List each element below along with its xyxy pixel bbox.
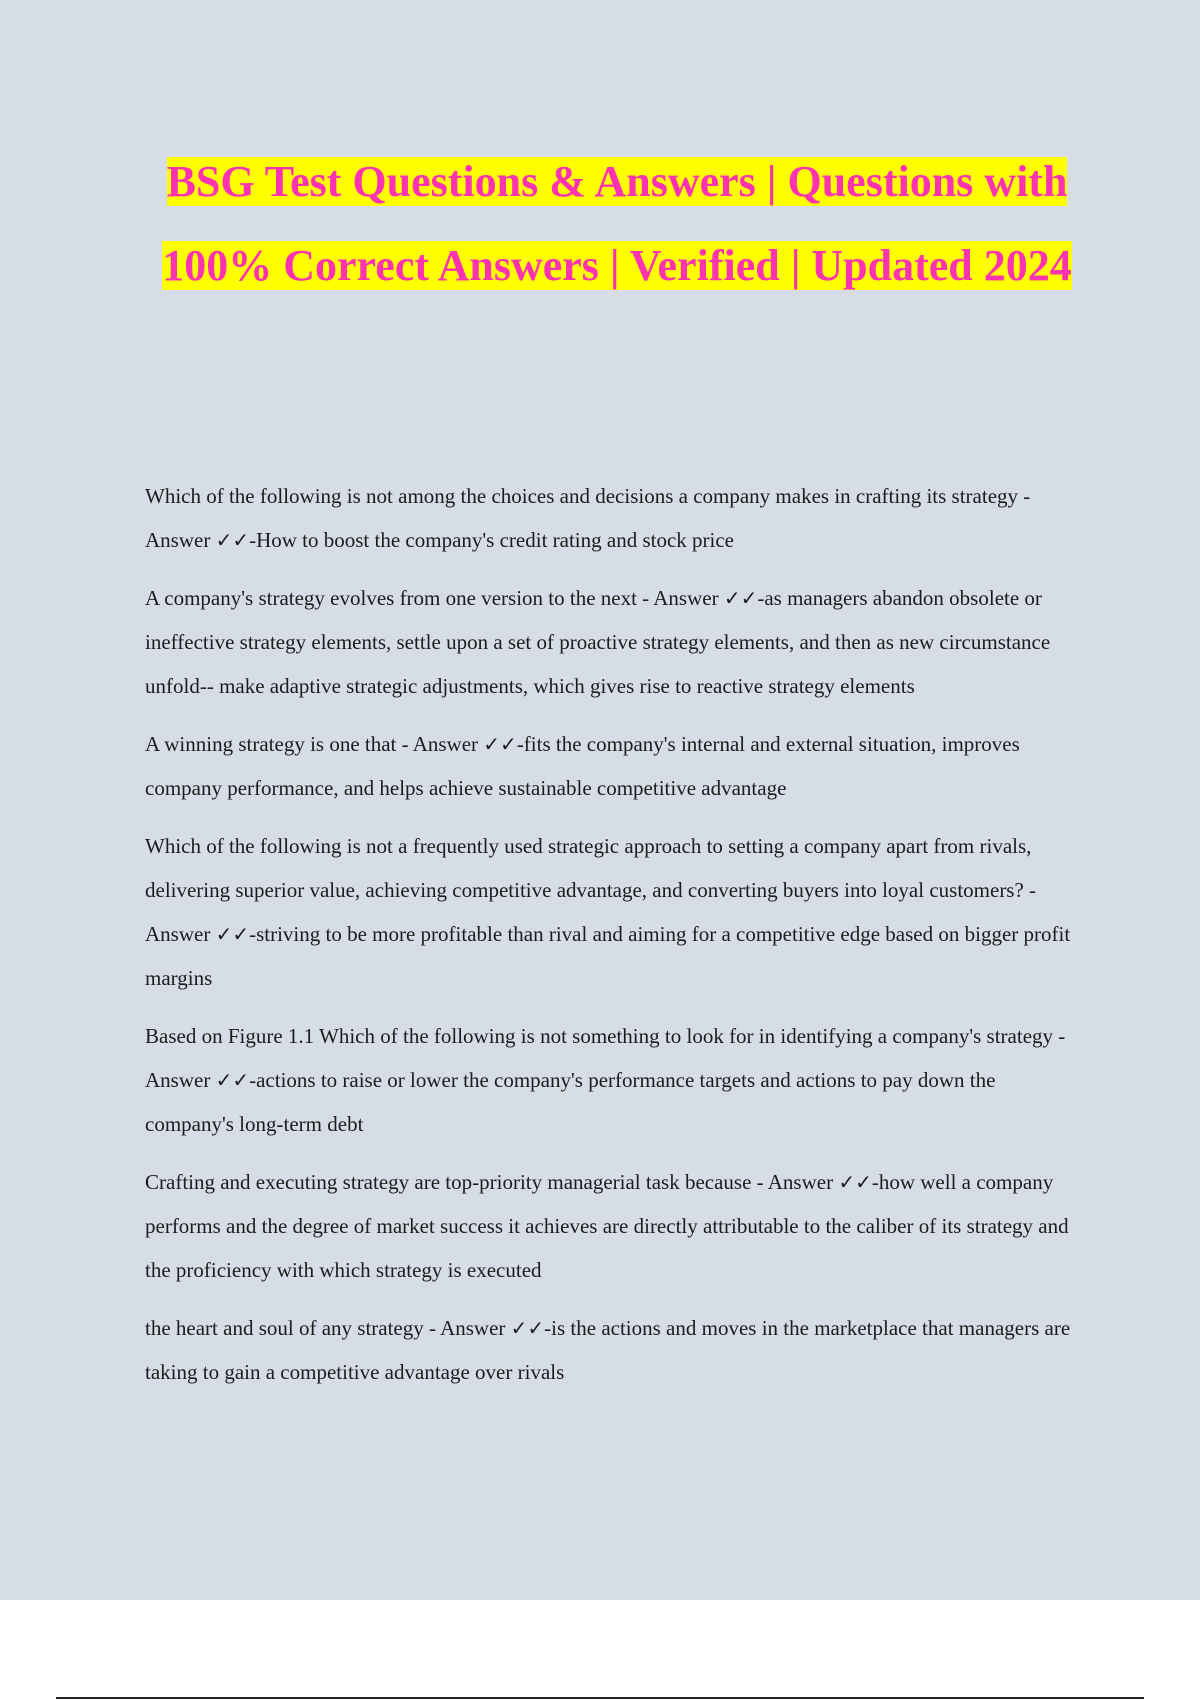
- qa-item: [145, 474, 1087, 562]
- answer-text: -fits the company's internal and external situation, improves company performance, and helps achieve sustainable competitive advantage: [145, 732, 1020, 800]
- answer-text: -actions to raise or lower the company's performance targets and actions to pay down the company's long-term debt: [145, 1068, 996, 1136]
- qa-item: [145, 1014, 1087, 1146]
- document-title: [130, 140, 1104, 308]
- qa-item: [145, 824, 1087, 1000]
- question-text: A company's strategy evolves from one version to the next - Answer: [145, 586, 724, 610]
- qa-list: [145, 474, 1087, 1408]
- question-text: A winning strategy is one that - Answer: [145, 732, 484, 756]
- question-text: Which of the following is not a frequently used strategic approach to setting a company apart from rivals, delivering superior value, achieving competitive advantage, and converting buyers into loyal customers? - Answer: [145, 834, 1037, 946]
- qa-item: [145, 1160, 1087, 1292]
- checkmark-icon: ✓✓: [723, 586, 758, 610]
- checkmark-icon: ✓✓: [215, 1068, 250, 1092]
- question-text: Based on Figure 1.1 Which of the following is not something to look for in identifying a company's strategy - Answer: [145, 1024, 1066, 1092]
- checkmark-icon: ✓✓: [215, 528, 250, 552]
- checkmark-icon: ✓✓: [483, 732, 517, 756]
- qa-item: [145, 576, 1087, 708]
- answer-text: -is the actions and moves in the marketplace that managers are taking to gain a competitive advantage over rivals: [145, 1316, 1071, 1384]
- question-text: the heart and soul of any strategy - Answer: [145, 1316, 511, 1340]
- answer-text: -How to boost the company's credit rating and stock price: [249, 528, 735, 552]
- answer-text: -striving to be more profitable than rival and aiming for a competitive edge based on bigger profit margins: [145, 922, 1071, 990]
- document-title-text: BSG Test Questions & Answers | Questions with 100% Correct Answers | Verified | Updated 2024: [162, 157, 1072, 290]
- checkmark-icon: ✓✓: [510, 1316, 545, 1340]
- checkmark-icon: ✓✓: [838, 1170, 872, 1194]
- question-text: Which of the following is not among the choices and decisions a company makes in crafting its strategy - Answer: [145, 484, 1031, 552]
- question-text: Crafting and executing strategy are top-priority managerial task because - Answer: [145, 1170, 839, 1194]
- qa-item: [145, 722, 1087, 810]
- answer-text: -how well a company performs and the degree of market success it achieves are directly attributable to the caliber of its strategy and the proficiency with which strategy is executed: [145, 1170, 1069, 1282]
- qa-item: [145, 1306, 1087, 1394]
- footer-divider: [56, 1697, 1144, 1699]
- checkmark-icon: ✓✓: [215, 922, 250, 946]
- answer-text: -as managers abandon obsolete or ineffective strategy elements, settle upon a set of proactive strategy elements, and then as new circumstance unfold-- make adaptive strategic adjustments, which gives rise to reactive strategy elements: [145, 586, 1051, 698]
